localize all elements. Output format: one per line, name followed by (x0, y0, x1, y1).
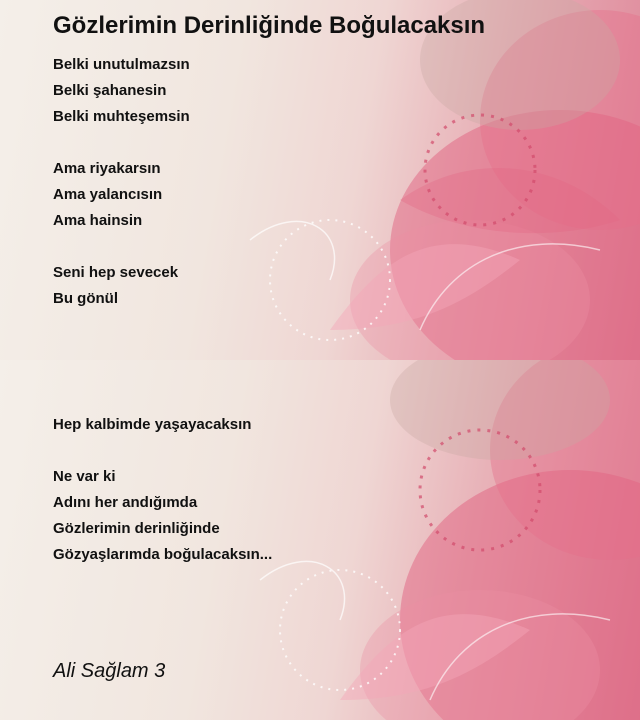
poem-line: Belki muhteşemsin (53, 108, 190, 125)
poem-line: Bu gönül (53, 290, 118, 307)
poem-line: Belki şahanesin (53, 82, 167, 99)
poem-line: Adını her andığımda (53, 494, 198, 511)
poem-line: Gözyaşlarımda boğulacaksın... (53, 546, 273, 563)
poem-line: Hep kalbimde yaşayacaksın (53, 416, 252, 433)
poem-line: Seni hep sevecek (53, 264, 179, 281)
poem-title: Gözlerimin Derinliğinde Boğulacaksın (53, 12, 486, 39)
poem-author: Ali Sağlam 3 (53, 660, 166, 682)
poem-line: Ama yalancısın (53, 186, 163, 203)
poem-line: Ne var ki (53, 468, 116, 485)
poem-line: Ama riyakarsın (53, 160, 161, 177)
poem-line: Ama hainsin (53, 212, 143, 229)
poem-line: Gözlerimin derinliğinde (53, 520, 220, 537)
poem-line: Belki unutulmazsın (53, 56, 190, 73)
